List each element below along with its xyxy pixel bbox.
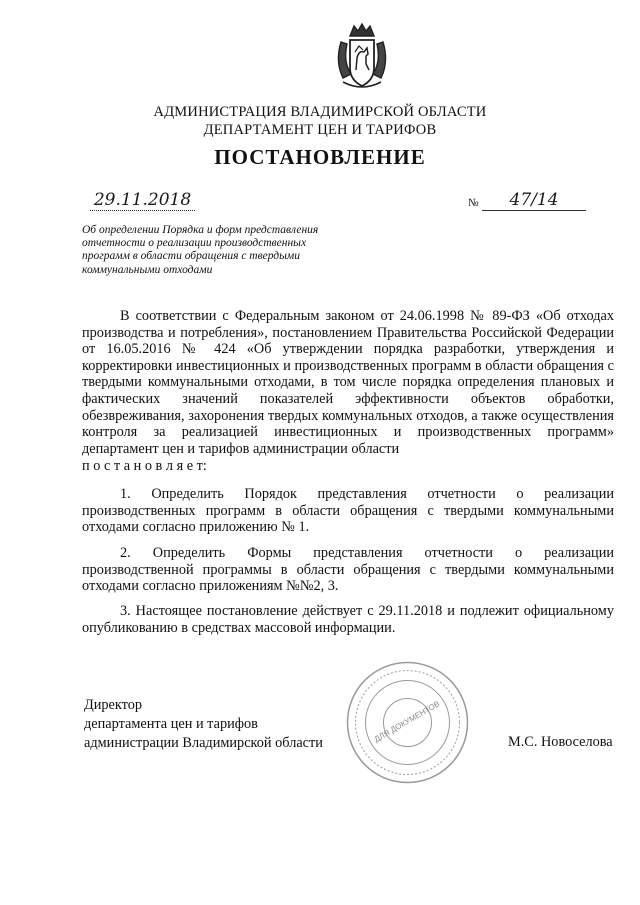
stamp-center-text: ДЛЯ ДОКУМЕНТОВ bbox=[372, 699, 442, 745]
number-sign: № bbox=[468, 197, 479, 209]
document-number: 47/14 bbox=[482, 190, 586, 211]
department-name: ДЕПАРТАМЕНТ ЦЕН И ТАРИФОВ bbox=[203, 122, 437, 138]
document-subject: Об определении Порядка и форм представления отчетности о реализации производственных программ в области обращения с твердыми коммунальными отходами bbox=[82, 224, 319, 276]
document-date: 29.11.2018 bbox=[90, 190, 195, 211]
preamble-paragraph: В соответствии с Федеральным законом от 24.06.1998 № 89-ФЗ «Об отходах производства и потребления», постановлением Правительства Российской Федерации от 16.05.2016 № 424 «Об утверждении порядка разработки, утверждения и корректировки инвестиционных и производственных программ в области обращения с твердыми коммунальными отходами, в том числе порядка определения плановых и фактических значений показателей эффективности объектов обработки, обезвреживания, захоронения твердых коммунальных отходов, а также осуществления контроля за реализацией инвестиционных и производственных программ» департамент цен и тарифов администрации области bbox=[82, 308, 614, 457]
resolves-word: п о с т а н о в л я е т: bbox=[82, 458, 207, 474]
official-stamp bbox=[345, 660, 470, 785]
signatory-name: М.С. Новоселова bbox=[508, 734, 613, 750]
coat-of-arms-icon bbox=[333, 22, 391, 94]
org-name: АДМИНИСТРАЦИЯ ВЛАДИМИРСКОЙ ОБЛАСТИ bbox=[153, 104, 487, 120]
position-line-1: Директор bbox=[84, 697, 143, 713]
position-line-3: администрации Владимирской области bbox=[84, 735, 323, 751]
item-1: 1. Определить Порядок представления отчетности о реализации производственных программ в области обращения с твердыми коммунальными отходами согласно приложению № 1. bbox=[82, 486, 614, 536]
document-type-title: ПОСТАНОВЛЕНИЕ bbox=[214, 145, 426, 169]
position-line-2: департамента цен и тарифов bbox=[84, 716, 258, 732]
item-3: 3. Настоящее постановление действует с 29.11.2018 и подлежит официальному опубликованию в средствах массовой информации. bbox=[82, 603, 614, 636]
signatory-position bbox=[84, 696, 323, 753]
item-2: 2. Определить Формы представления отчетности о реализации производственной программы в области обращения с твердыми коммунальными отходами согласно приложениям №№2, 3. bbox=[82, 545, 614, 595]
